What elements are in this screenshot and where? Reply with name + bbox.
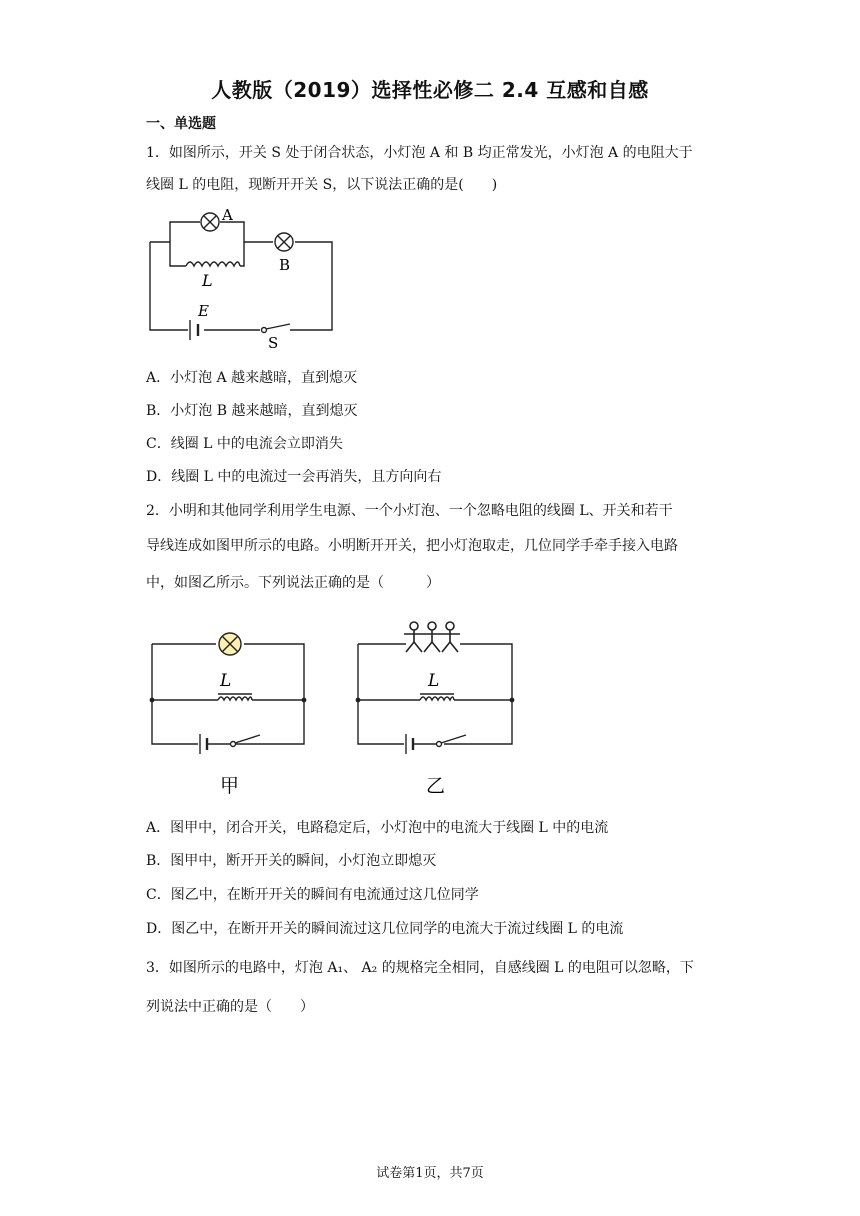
section-heading: 一、单选题 xyxy=(146,116,216,132)
q2-circuit-yi xyxy=(346,616,526,800)
page-title: 人教版（2019）选择性必修二 2.4 互感和自感 xyxy=(211,78,649,102)
q1-label-a: A xyxy=(222,206,233,224)
q2-option-b: B．图甲中，断开开关的瞬间，小灯泡立即熄灭 xyxy=(146,853,437,869)
q1-label-s: S xyxy=(268,334,279,350)
q2-label-jia: 甲 xyxy=(220,775,240,797)
q2-option-c: C．图乙中，在断开开关的瞬间有电流通过这几位同学 xyxy=(146,887,479,903)
q1-label-b: B xyxy=(279,256,291,274)
q1-circuit-figure xyxy=(140,200,350,350)
q1-text-line-2: 线圈 L 的电阻，现断开开关 S，以下说法正确的是( ) xyxy=(146,177,498,193)
q3-text-line-1: 3．如图所示的电路中，灯泡 A₁、 A₂ 的规格完全相同，自感线圈 L 的电阻可以忽略，下 xyxy=(146,960,694,976)
q1-label-l: L xyxy=(202,271,213,290)
q2-text-line-3: 中，如图乙所示。下列说法正确的是（ ） xyxy=(146,575,440,591)
q1-option-c: C．线圈 L 中的电流会立即消失 xyxy=(146,436,343,452)
q1-option-d: D．线圈 L 中的电流过一会再消失，且方向向右 xyxy=(146,469,442,485)
people-holding-hands-icon xyxy=(404,622,460,652)
q2-yi-label-l: L xyxy=(428,671,440,691)
q2-option-a: A．图甲中，闭合开关，电路稳定后，小灯泡中的电流大于线圈 L 中的电流 xyxy=(146,820,609,836)
q1-label-e: E xyxy=(198,302,209,320)
q1-option-a: A．小灯泡 A 越来越暗，直到熄灭 xyxy=(146,370,358,386)
q3-text-line-2: 列说法中正确的是（ ） xyxy=(146,999,314,1015)
q1-option-b: B．小灯泡 B 越来越暗，直到熄灭 xyxy=(146,403,358,419)
q2-jia-label-l: L xyxy=(220,671,232,691)
q2-label-yi: 乙 xyxy=(426,775,446,797)
q1-text-line-1: 1．如图所示，开关 S 处于闭合状态，小灯泡 A 和 B 均正常发光，小灯泡 A 的电阻大于 xyxy=(146,145,693,161)
page-footer: 试卷第1页，共7页 xyxy=(376,1166,484,1181)
q2-option-d: D．图乙中，在断开开关的瞬间流过这几位同学的电流大于流过线圈 L 的电流 xyxy=(146,921,624,937)
q2-text-line-1: 2．小明和其他同学利用学生电源、一个小灯泡、一个忽略电阻的线圈 L、开关和若干 xyxy=(146,503,673,519)
q2-circuit-jia xyxy=(140,620,320,800)
q2-text-line-2: 导线连成如图甲所示的电路。小明断开开关，把小灯泡取走，几位同学手牵手接入电路 xyxy=(146,538,678,554)
